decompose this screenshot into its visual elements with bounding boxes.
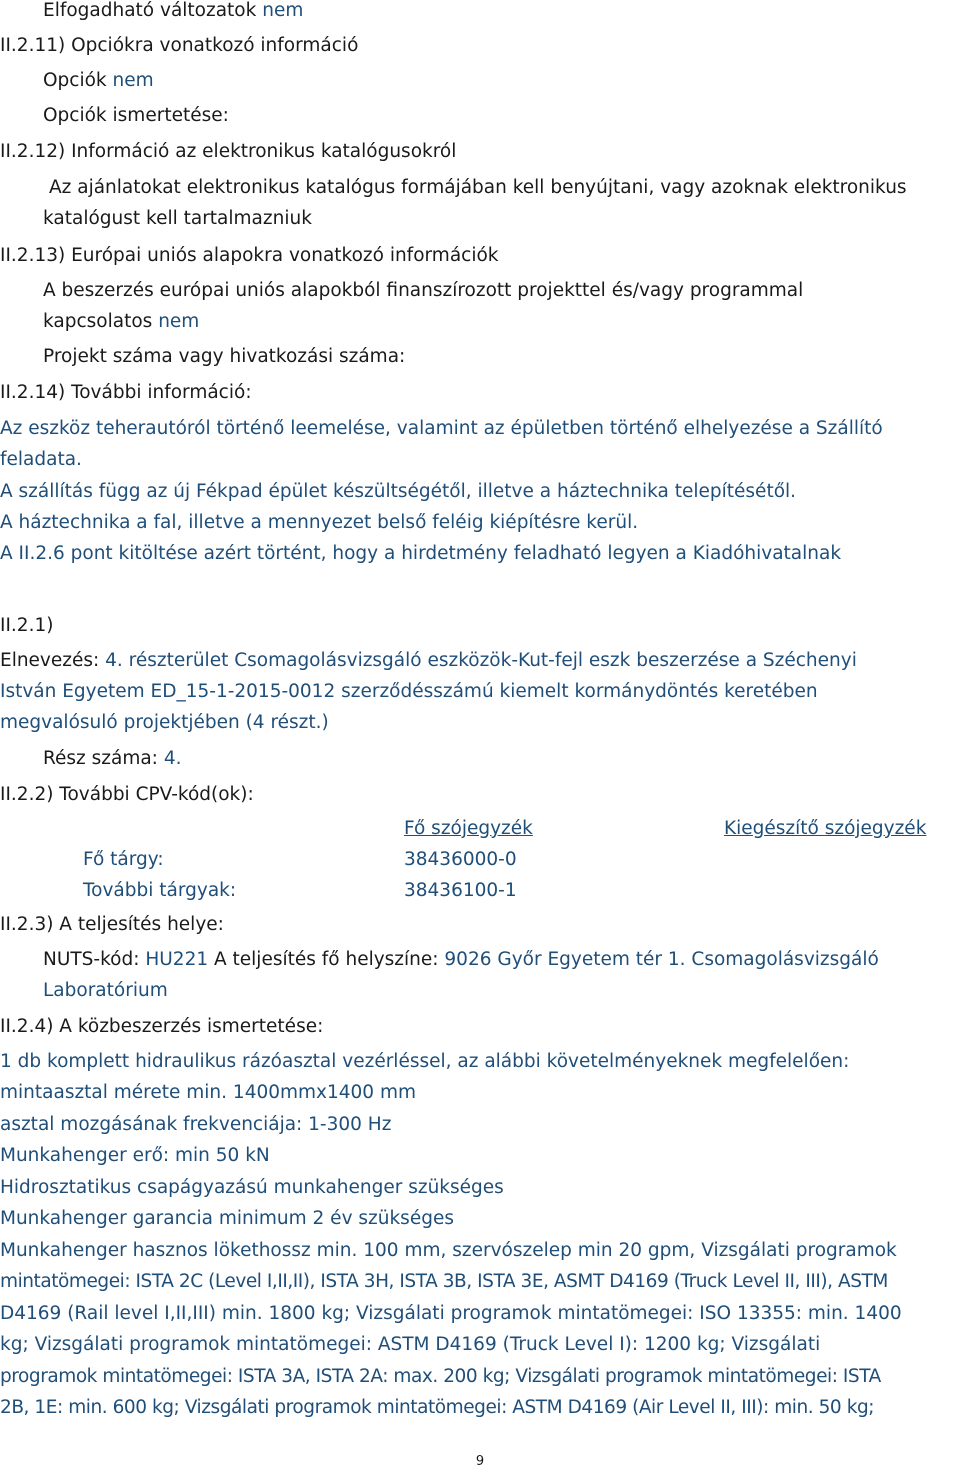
catalog-text-line-2: katalógust kell tartalmazniuk bbox=[43, 208, 312, 229]
page-number: 9 bbox=[475, 1454, 485, 1469]
description-line: Munkahenger garancia minimum 2 év szükséges bbox=[0, 1208, 454, 1229]
name-value-line: 4. részterület Csomagolásvizsgáló eszközök-Kut-fejl eszk beszerzése a Széchenyi bbox=[105, 650, 857, 671]
cpv-other-value: 38436100-1 bbox=[404, 880, 517, 901]
options-value: nem bbox=[112, 70, 154, 91]
additional-info-line: feladata. bbox=[0, 449, 82, 470]
description-line: mintaasztal mérete min. 1400mmx1400 mm bbox=[0, 1082, 416, 1103]
description-line: Munkahenger erő: min 50 kN bbox=[0, 1145, 270, 1166]
acceptable-variants-label: Elfogadható változatok bbox=[43, 0, 257, 21]
description-line: D4169 (Rail level I,II,III) min. 1800 kg; Vizsgálati programok mintatömegei: ISO 13355: min. 1400 bbox=[0, 1303, 902, 1324]
description-line: 2B, 1E: min. 600 kg; Vizsgálati programok mintatömegei: ASTM D4169 (Air Level II, III): min. 50 kg; bbox=[0, 1397, 875, 1418]
main-place-value-continued: Laboratórium bbox=[43, 980, 168, 1001]
options-description-label: Opciók ismertetése: bbox=[43, 105, 229, 126]
additional-info-heading: II.2.14) További információ: bbox=[0, 382, 252, 403]
cpv-heading: II.2.2) További CPV-kód(ok): bbox=[0, 784, 254, 805]
options-row bbox=[43, 70, 154, 92]
project-number-label: Projekt száma vagy hivatkozási száma: bbox=[43, 346, 406, 367]
options-label: Opciók bbox=[43, 70, 107, 91]
acceptable-variants-row bbox=[43, 0, 303, 22]
place-heading: II.2.3) A teljesítés helye: bbox=[0, 914, 224, 935]
description-line: Hidrosztatikus csapágyazású munkahenger szükséges bbox=[0, 1177, 504, 1198]
description-line: programok mintatömegei: ISTA 3A, ISTA 2A: max. 200 kg; Vizsgálati programok mintatömegei: ISTA bbox=[0, 1366, 881, 1387]
cpv-main-value: 38436000-0 bbox=[404, 849, 517, 870]
catalog-heading: II.2.12) Információ az elektronikus katalógusokról bbox=[0, 141, 457, 162]
section-heading: II.2.1) bbox=[0, 615, 54, 636]
eu-funds-text: kapcsolatos bbox=[43, 311, 153, 332]
cpv-main-label: Fő tárgy: bbox=[83, 849, 164, 870]
acceptable-variants-value: nem bbox=[262, 0, 304, 21]
name-value-line: István Egyetem ED_15-1-2015-0012 szerződésszámú kiemelt kormánydöntés keretében bbox=[0, 681, 818, 702]
nuts-value: HU221 bbox=[145, 949, 209, 970]
options-heading: II.2.11) Opciókra vonatkozó információ bbox=[0, 35, 359, 56]
description-line: 1 db komplett hidraulikus rázóasztal vezérléssel, az alábbi követelményeknek megfelelően: bbox=[0, 1051, 850, 1072]
main-place-label: A teljesítés fő helyszíne: bbox=[214, 949, 439, 970]
main-place-value: 9026 Győr Egyetem tér 1. Csomagolásvizsgáló bbox=[444, 949, 879, 970]
description-line: mintatömegei: ISTA 2C (Level I,II,II), ISTA 3H, ISTA 3B, ISTA 3E, ASMT D4169 (Truck Level II, III), ASTM bbox=[0, 1271, 888, 1292]
cpv-other-label: További tárgyak: bbox=[83, 880, 237, 901]
part-number-row bbox=[43, 748, 181, 770]
eu-funds-text-line-2 bbox=[43, 311, 199, 333]
name-label: Elnevezés: bbox=[0, 650, 100, 671]
eu-funds-text-line-1: A beszerzés európai uniós alapokból finanszírozott projekttel és/vagy programmal bbox=[43, 280, 804, 301]
nuts-label: NUTS-kód: bbox=[43, 949, 140, 970]
description-line: kg; Vizsgálati programok mintatömegei: ASTM D4169 (Truck Level I): 1200 kg; Vizsgálati bbox=[0, 1334, 821, 1355]
cpv-column-main: Fő szójegyzék bbox=[404, 818, 533, 839]
name-value-line: megvalósuló projektjében (4 részt.) bbox=[0, 712, 329, 733]
catalog-text-line-1: Az ajánlatokat elektronikus katalógus formájában kell benyújtani, vagy azoknak elektronikus bbox=[49, 177, 907, 198]
description-line: asztal mozgásának frekvenciája: 1-300 Hz bbox=[0, 1114, 392, 1135]
description-line: Munkahenger hasznos lökethossz min. 100 mm, szervószelep min 20 gpm, Vizsgálati programok bbox=[0, 1240, 897, 1261]
name-row bbox=[0, 650, 857, 672]
additional-info-line: A háztechnika a fal, illetve a mennyezet belső feléig kiépítésre kerül. bbox=[0, 512, 639, 533]
part-number-value: 4. bbox=[163, 748, 182, 769]
description-heading: II.2.4) A közbeszerzés ismertetése: bbox=[0, 1016, 324, 1037]
nuts-row bbox=[43, 949, 879, 971]
cpv-column-supplementary: Kiegészítő szójegyzék bbox=[724, 818, 927, 839]
part-number-label: Rész száma: bbox=[43, 748, 158, 769]
additional-info-line: A szállítás függ az új Fékpad épület készültségétől, illetve a háztechnika telepítésétől. bbox=[0, 481, 797, 502]
eu-funds-value: nem bbox=[158, 311, 200, 332]
additional-info-line: Az eszköz teherautóról történő leemelése, valamint az épületben történő elhelyezése a Szállító bbox=[0, 418, 883, 439]
eu-funds-heading: II.2.13) Európai uniós alapokra vonatkozó információk bbox=[0, 245, 499, 266]
additional-info-line: A II.2.6 pont kitöltése azért történt, hogy a hirdetmény feladható legyen a Kiadóhivatalnak bbox=[0, 543, 842, 564]
